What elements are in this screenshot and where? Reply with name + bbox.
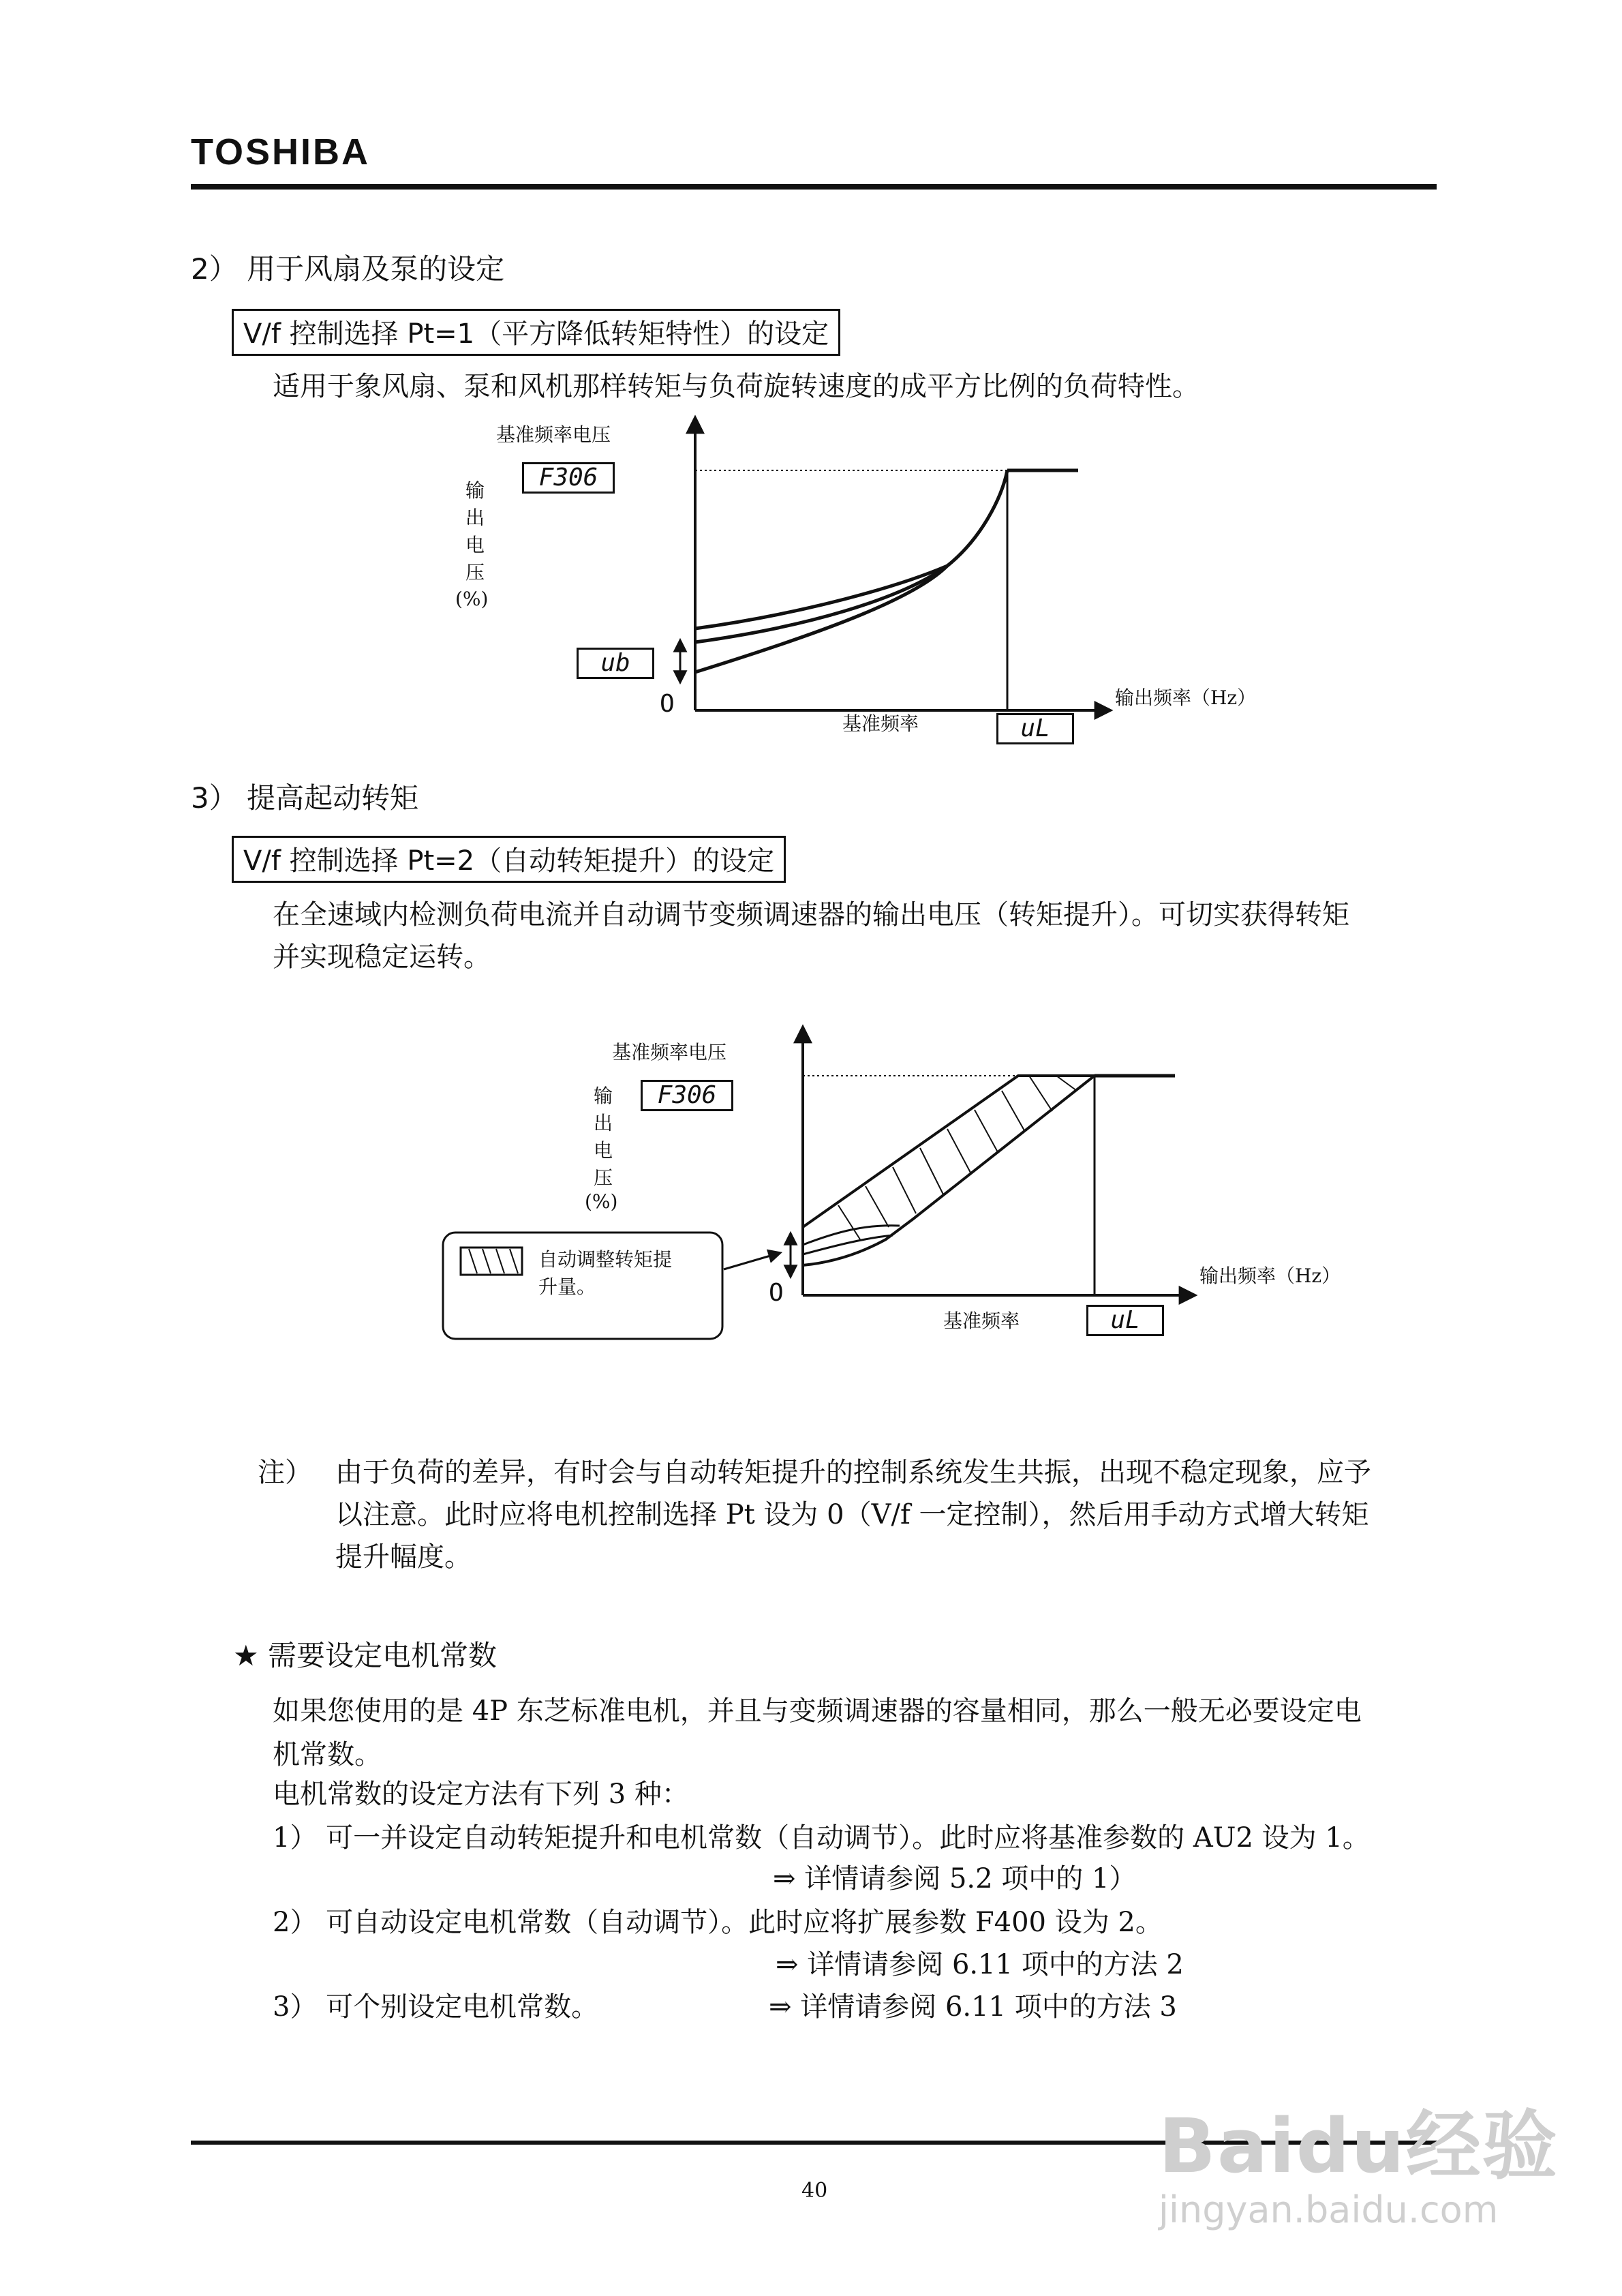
chart1-curve-low	[695, 470, 1007, 672]
motor-heading: ★ 需要设定电机常数	[233, 1639, 498, 1672]
chart1-x-label: 输出频率（Hz）	[1115, 686, 1257, 709]
chart1-y-unit: (%)	[455, 588, 489, 610]
chart1-y-label: 输 出 电 压	[465, 479, 485, 584]
chart2-top-label: 基准频率电压	[612, 1041, 727, 1063]
chart2-x-label: 输出频率（Hz）	[1199, 1265, 1341, 1287]
section3-heading: 3） 提高起动转矩	[191, 781, 419, 815]
chart1-f306-code: F306	[522, 462, 615, 494]
brand-logo: TOSHIBA	[191, 132, 371, 172]
note-label: 注）	[258, 1457, 312, 1488]
motor-item2-ref: ⇒ 详情请参阅 6.11 项中的方法 2	[776, 1949, 1184, 1980]
watermark-url: jingyan.baidu.com	[1159, 2188, 1499, 2231]
chart2-y-unit: (%)	[585, 1190, 618, 1213]
chart1-top-label: 基准频率电压	[496, 423, 611, 446]
chart1-vf-curves	[695, 470, 1007, 672]
motor-para-line1: 如果您使用的是 4P 东芝标准电机，并且与变频调速器的容量相同，那么一般无必要设定电	[273, 1695, 1362, 1727]
motor-methods-intro: 电机常数的设定方法有下列 3 种：	[273, 1779, 689, 1810]
chart2-y-label: 输 出 电 压	[593, 1085, 613, 1189]
chart2-boost-band	[803, 1076, 1095, 1265]
chart1-base-freq-code: uL	[996, 713, 1074, 744]
motor-item1-ref: ⇒ 详情请参阅 5.2 项中的 1）	[773, 1863, 1137, 1894]
motor-item3: 3） 可个别设定电机常数。	[273, 1991, 599, 2023]
chart1-origin: O	[660, 690, 675, 718]
chart2-legend-line1: 自动调整转矩提	[538, 1248, 673, 1271]
note-line2: 以注意。此时应将电机控制选择 Pt 设为 0（V/f 一定控制），然后用手动方式增大转矩	[335, 1499, 1369, 1530]
chart2-legend-line2: 升量。	[538, 1275, 596, 1298]
motor-para-line2: 机常数。	[273, 1739, 382, 1770]
chart2-origin: O	[769, 1279, 784, 1307]
motor-item3-ref: ⇒ 详情请参阅 6.11 项中的方法 3	[769, 1991, 1177, 2023]
note-line1: 由于负荷的差异，有时会与自动转矩提升的控制系统发生共振，出现不稳定现象，应予	[335, 1457, 1371, 1488]
watermark-brand: Baidu经验	[1159, 2102, 1559, 2190]
page-number: 40	[801, 2179, 828, 2203]
chart2-f306-code: F306	[641, 1080, 733, 1111]
chart2-base-freq-label: 基准频率	[943, 1310, 1020, 1332]
section2-box-title: V/f 控制选择 Pt=1（平方降低转矩特性）的设定	[232, 309, 840, 356]
chart1-axes	[695, 419, 1110, 710]
note-line3: 提升幅度。	[335, 1541, 472, 1573]
motor-item1: 1） 可一并设定自动转矩提升和电机常数（自动调节）。此时应将基准参数的 AU2 设为 1。	[273, 1822, 1370, 1854]
motor-item2: 2） 可自动设定电机常数（自动调节）。此时应将扩展参数 F400 设为 2。	[273, 1907, 1163, 1938]
chart2-legend-pointer	[724, 1253, 780, 1269]
section2-heading: 2） 用于风扇及泵的设定	[191, 252, 505, 286]
chart1-boost-code: ub	[577, 648, 654, 679]
chart1-base-freq-label: 基准频率	[842, 712, 919, 735]
chart2-axes	[803, 1028, 1194, 1295]
section3-description-line1: 在全速域内检测负荷电流并自动调节变频调速器的输出电压（转矩提升）。可切实获得转矩	[273, 899, 1349, 931]
section3-description-line2: 并实现稳定运转。	[273, 941, 491, 973]
section2-description: 适用于象风扇、泵和风机那样转矩与负荷旋转速度的成平方比例的负荷特性。	[273, 371, 1199, 402]
chart2-base-freq-code: uL	[1086, 1305, 1164, 1336]
section3-box-title: V/f 控制选择 Pt=2（自动转矩提升）的设定	[232, 836, 786, 883]
